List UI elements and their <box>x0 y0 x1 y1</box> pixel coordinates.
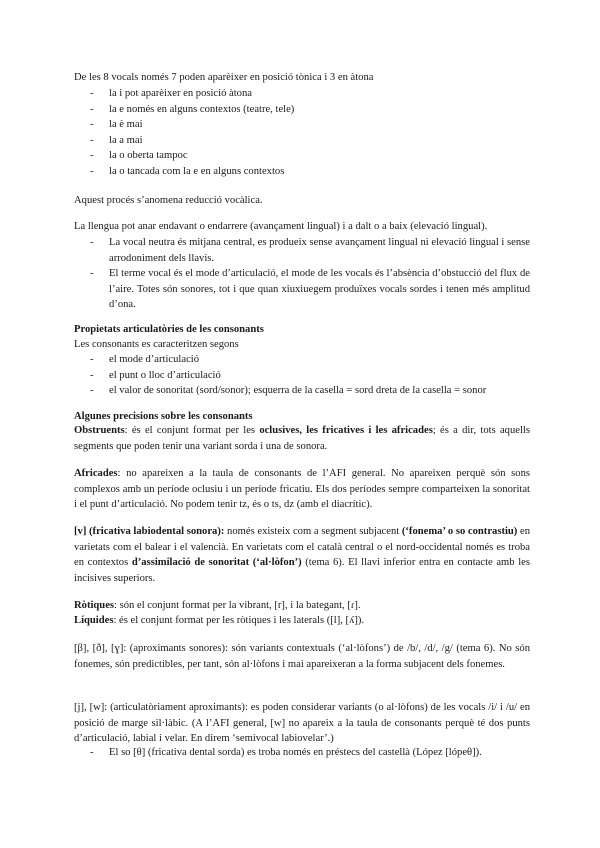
rotiques-line <box>74 598 530 614</box>
v-bold-2: (‘fonema’ o so contrastiu) <box>401 526 518 537</box>
obstruents-paragraph <box>74 423 530 454</box>
list-item: - El so [θ] (fricativa dental sorda) es troba només en préstecs del castellà (López [lópeθ]). <box>74 745 530 761</box>
props-intro: Les consonants es caracteritzen segons <box>74 339 239 350</box>
list-item: - El terme vocal és el mode d’articulació, el mode de les vocals és l’absència d’obstucció del flux de l’aire. Totes són sonores, tot i que quan xiuxiuegem produïxes vocals sordes i tenen més amplitud d’ona. <box>74 266 530 313</box>
v-bold-1: [v] (fricativa labiodental sonora): <box>74 526 225 537</box>
rotiques-text: : són el conjunt format per la vibrant, [r], i la bategant, [ɾ]. <box>114 600 361 611</box>
list-item: - la i pot aparèixer en posició àtona <box>74 86 530 102</box>
list-item: - el mode d’articulació <box>74 352 530 368</box>
list-item: - la o oberta tampoc <box>74 148 530 164</box>
liquides-line <box>74 613 530 629</box>
africades-paragraph <box>74 466 530 513</box>
list-item: - la e només en alguns contextos (teatre, tele) <box>74 102 530 118</box>
obstruents-text-2: ; és a dir, tots aquells segments que poden tenir una variant sorda i una de sonora. <box>74 425 530 452</box>
list-item: - la o tancada com la e en alguns contextos <box>74 164 530 180</box>
list-item: - el punt o lloc d’articulació <box>74 368 530 384</box>
rotiques-term: Ròtiques <box>74 600 115 611</box>
vowel-reduction: Aquest procés s’anomena reducció vocàlica. <box>74 195 263 206</box>
list-item: - La vocal neutra és mitjana central, es produeix sense avançament lingual ni elevació lingual i sense arrodoniment dels llavis. <box>74 235 530 266</box>
liquides-term: Líquides <box>74 615 114 626</box>
theta-list <box>74 745 530 761</box>
list-item: - el valor de sonoritat (sord/sonor); esquerra de la casella = sord dreta de la casella = sonor <box>74 383 530 399</box>
glides-paragraph: [j], [w]: (articulatòriament aproximants): es poden considerar variants (o al·lòfons) de les vocals /i/ i /u/ en posició de marge sil·làbic. (A l’AFI general, [w] no apareix a la taula de consonants perquè té dos punts d’articulació, labial i velar. En direm ‘semivocal labiovelar’.) <box>74 702 530 745</box>
list-item: - la è mai <box>74 117 530 133</box>
africades-text: : no apareixen a la taula de consonants de l’AFI general. No apareixen perquè són sons complexos amb un període oclusiu i un període fricatiu. Els dos períodes sempre comparteixen la sonoritat i el punt d’articulació. No podem tenir tz, és o ts, dz (amb el diacrític). <box>74 468 530 511</box>
approximants-paragraph: [β], [ð], [ɣ]: (aproximants sonores): són variants contextuals (‘al·lòfons’) de /b/, /d/, /g/ (tema 6). No són fonemes, són predictibles, per tant, són al·lòfons i mai apareixeran a la forma subjacent dels fonemes. <box>74 643 530 670</box>
section-heading-props: Propietats articulatòries de les consonants <box>74 324 264 335</box>
v-text-3: (tema 6). El llavi inferior entra en contacte amb les incisives superiors. <box>74 557 530 584</box>
obstruents-text-1: : és el conjunt format per les <box>124 425 260 436</box>
obstruents-term: Obstruents <box>74 425 125 436</box>
list-item: - la a mai <box>74 133 530 149</box>
tongue-intro: La llengua pot anar endavant o endarrere (avançament lingual) i a dalt o a baix (elevació lingual). <box>74 221 488 232</box>
section-heading-precisions: Algunes precisions sobre les consonants <box>74 411 253 422</box>
liquides-text: : és el conjunt format per les ròtiques i les laterals ([l], [ʎ]). <box>113 615 365 626</box>
obstruents-bold: oclusives, les fricatives i les africades <box>259 425 433 436</box>
tongue-list <box>74 235 530 313</box>
v-bold-3: d’assimilació de sonoritat (‘al·lòfon’) <box>131 557 302 569</box>
vowels-intro: De les 8 vocals només 7 poden aparèixer en posició tònica i 3 en àtona <box>74 72 374 83</box>
africades-term: Africades <box>74 468 118 479</box>
v-text-2: en varietats com el balear i el valencià. En varietats com el català central o el nord-occidental només es troba en contextos <box>74 526 531 569</box>
vowels-list <box>74 86 530 180</box>
props-list <box>74 352 530 399</box>
v-text-1: només existeix com a segment subjacent <box>224 526 402 537</box>
v-paragraph <box>74 524 530 586</box>
